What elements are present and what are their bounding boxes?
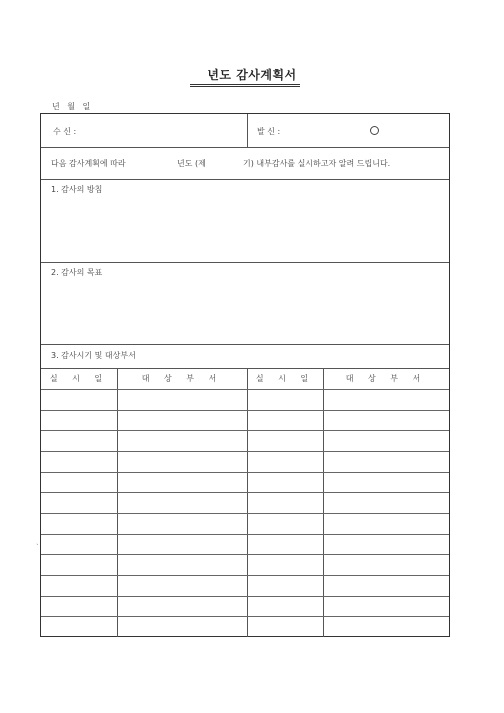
date-line: 년 월 일 xyxy=(52,102,91,111)
column-header-date-1: 실 시 일 xyxy=(49,374,109,383)
table-row xyxy=(41,410,449,411)
margin-mark: ` xyxy=(36,544,39,551)
schedule-table xyxy=(41,368,449,636)
table-row xyxy=(41,430,449,431)
intro-prefix: 다음 감사계획에 따라 xyxy=(51,159,126,168)
section-policy-label: 1. 감사의 방침 xyxy=(51,185,103,194)
column-header-dept-1: 대 상 부 서 xyxy=(141,374,223,383)
section-goal-label: 2. 감사의 목표 xyxy=(51,268,103,277)
divider xyxy=(41,179,449,180)
table-row xyxy=(41,534,449,535)
document-title: 년도 감사계획서 xyxy=(207,68,297,82)
intro-suffix: 기) 내부감사를 실시하고자 알려 드립니다. xyxy=(243,159,391,168)
table-row xyxy=(41,513,449,514)
table-row xyxy=(41,596,449,597)
seal-icon xyxy=(370,126,379,135)
table-row xyxy=(41,575,449,576)
table-row xyxy=(41,451,449,452)
recipient-sender-divider xyxy=(247,114,248,147)
title-underline xyxy=(190,84,300,87)
divider xyxy=(41,147,449,148)
divider xyxy=(41,344,449,345)
recipient-label: 수 신 : xyxy=(53,127,77,136)
divider xyxy=(41,262,449,263)
table-row xyxy=(41,492,449,493)
intro-year: 년도 (제 xyxy=(177,159,206,168)
table-row xyxy=(41,554,449,555)
section-schedule-label: 3. 감사시기 및 대상부서 xyxy=(51,351,136,360)
table-row xyxy=(41,616,449,617)
audit-plan-form xyxy=(40,113,450,637)
table-row xyxy=(41,389,449,390)
table-row xyxy=(41,472,449,473)
sender-label: 발 신 : xyxy=(257,127,281,136)
column-header-date-2: 실 시 일 xyxy=(255,374,315,383)
column-header-dept-2: 대 상 부 서 xyxy=(345,374,427,383)
